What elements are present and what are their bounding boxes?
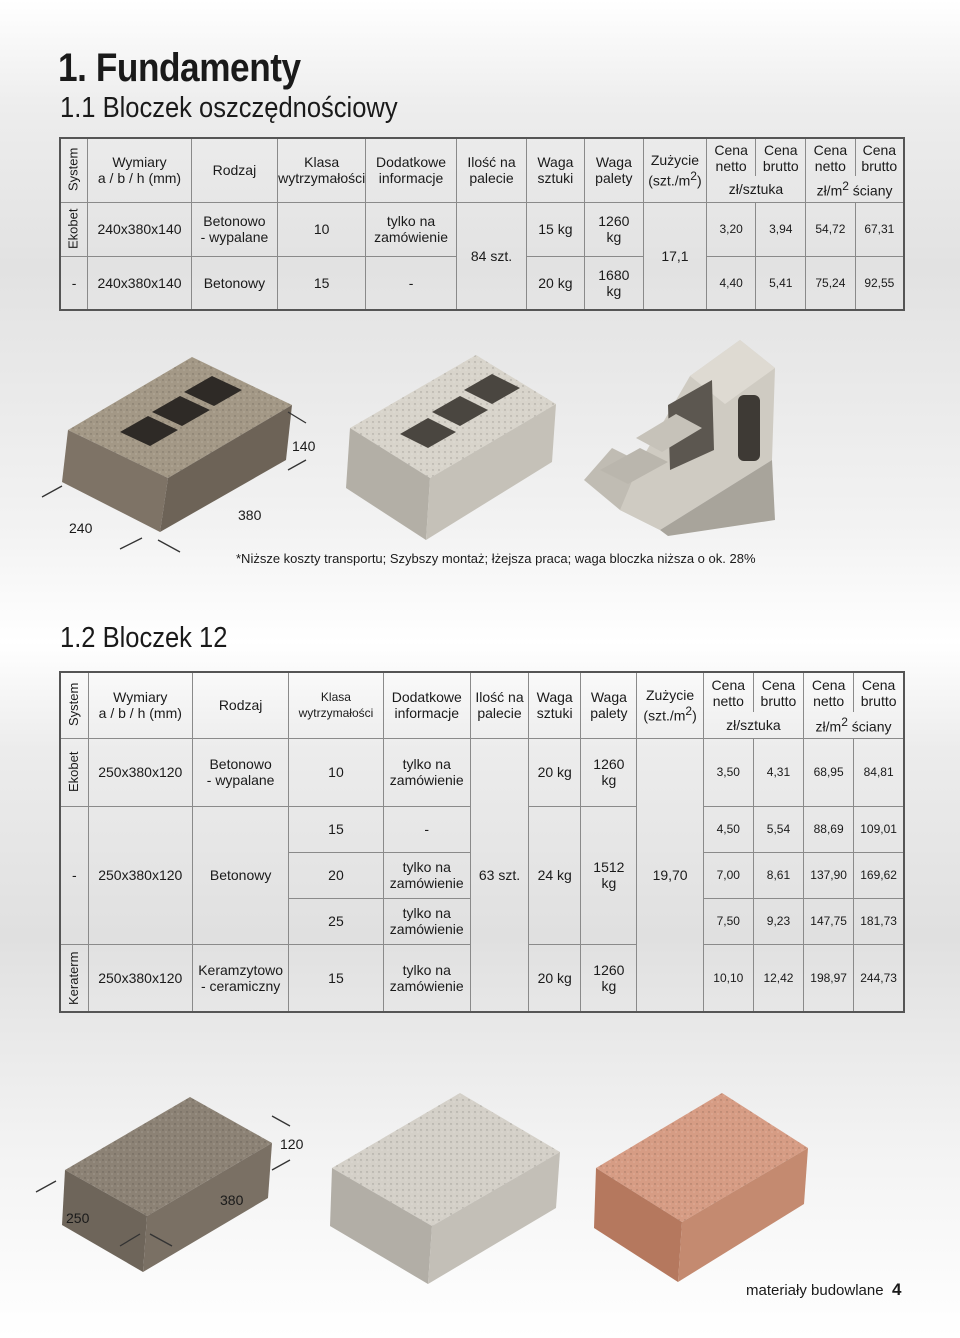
header-system: System	[60, 138, 88, 202]
footer-text: materiały budowlane	[746, 1282, 884, 1299]
cell-waga-palety: 1260 kg	[581, 944, 637, 1012]
header-cena-brutto-m2: Cena brutto	[855, 138, 904, 176]
cell-cena-netto-m2: 88,69	[804, 806, 854, 852]
solid-block-light-image	[330, 1093, 560, 1284]
dim-width-label: 250	[66, 1210, 90, 1226]
cell-waga-sztuki: 15 kg	[527, 202, 584, 256]
cell-cena-netto-szt: 10,10	[703, 944, 753, 1012]
header-wymiary: Wymiary a / b / h (mm)	[88, 672, 192, 738]
cell-klasa: 15	[278, 256, 366, 310]
cell-cena-brutto-m2: 92,55	[855, 256, 904, 310]
cell-dodatkowe: -	[366, 256, 457, 310]
cell-ilosc: 84 szt.	[456, 202, 526, 310]
header-zuzycie: Zużycie $(szt./m^2)$	[637, 672, 703, 738]
cell-system: Ekobet	[60, 738, 88, 806]
dim-height-label: 140	[292, 438, 316, 454]
cell-dodatkowe: tylko na zamówienie	[383, 852, 470, 898]
cell-dodatkowe: tylko na zamówienie	[366, 202, 457, 256]
cell-waga-palety: 1512 kg	[581, 806, 637, 944]
cell-system: Ekobet	[60, 202, 88, 256]
cell-wymiary: 240x380x140	[88, 256, 192, 310]
cell-klasa: 15	[289, 944, 383, 1012]
header-wymiary: Wymiary a / b / h (mm)	[88, 138, 192, 202]
cell-waga-sztuki: 20 kg	[529, 944, 581, 1012]
cell-cena-brutto-szt: 8,61	[753, 852, 803, 898]
cell-system: -	[60, 256, 88, 310]
header-rodzaj: Rodzaj	[191, 138, 277, 202]
page-title: 1. Fundamenty	[58, 46, 301, 90]
cell-dodatkowe: tylko na zamówienie	[383, 738, 470, 806]
header-cena-brutto-m2: Cena brutto	[854, 672, 904, 712]
cell-rodzaj: Betonowo - wypalane	[192, 738, 288, 806]
header-cena-netto-szt: Cena netto	[703, 672, 753, 712]
cell-rodzaj: Keramzytowo - ceramiczny	[192, 944, 288, 1012]
dim-height-label: 120	[280, 1136, 304, 1152]
cell-cena-brutto-m2: 244,73	[854, 944, 904, 1012]
cell-cena-netto-m2: 54,72	[806, 202, 856, 256]
table-header-row	[60, 672, 904, 712]
stepped-block-image	[584, 340, 775, 536]
cell-cena-netto-szt: 4,50	[703, 806, 753, 852]
footnote: *Niższe koszty transportu; Szybszy montaż; łżejsza praca; waga bloczka niższa o ok. 28%	[236, 551, 756, 566]
cell-cena-brutto-m2: 67,31	[855, 202, 904, 256]
cell-cena-brutto-szt: 9,23	[753, 898, 803, 944]
cell-ilosc: 63 szt.	[470, 738, 528, 1012]
hollow-block-light-image	[346, 355, 556, 540]
section1-title: 1.1 Bloczek oszczędnościowy	[60, 92, 398, 124]
cell-rodzaj: Betonowy	[191, 256, 277, 310]
table-bloczek-12	[59, 671, 905, 1013]
cell-cena-netto-m2: 147,75	[804, 898, 854, 944]
cell-rodzaj: Betonowy	[192, 806, 288, 944]
cell-cena-brutto-szt: 5,41	[756, 256, 806, 310]
cell-dodatkowe: -	[383, 806, 470, 852]
cell-waga-sztuki: 20 kg	[529, 738, 581, 806]
cell-cena-brutto-szt: 5,54	[753, 806, 803, 852]
header-rodzaj: Rodzaj	[192, 672, 288, 738]
cell-dodatkowe: tylko na zamówienie	[383, 944, 470, 1012]
section2-title: 1.2 Bloczek 12	[60, 622, 228, 654]
cell-klasa: 20	[289, 852, 383, 898]
cell-cena-brutto-szt: 4,31	[753, 738, 803, 806]
header-dodatkowe: Dodatkowe informacje	[366, 138, 457, 202]
cell-rodzaj: Betonowo - wypalane	[191, 202, 277, 256]
dim-length-label: 380	[238, 507, 262, 523]
header-cena-netto-m2: Cena netto	[806, 138, 856, 176]
cell-cena-netto-m2: 137,90	[804, 852, 854, 898]
cell-klasa: 15	[289, 806, 383, 852]
cell-wymiary: 250x380x120	[88, 738, 192, 806]
cell-cena-netto-m2: 68,95	[804, 738, 854, 806]
header-zl-sztuka: zł/sztuka	[703, 712, 803, 738]
header-zl-m2: $zł/m^2$ ściany	[804, 712, 904, 738]
cell-klasa: 10	[289, 738, 383, 806]
cell-cena-brutto-m2: 181,73	[854, 898, 904, 944]
cell-system: -	[60, 806, 88, 944]
header-zl-m2: $zł/m^2$ ściany	[806, 176, 904, 202]
cell-cena-netto-m2: 198,97	[804, 944, 854, 1012]
cell-cena-brutto-szt: 12,42	[753, 944, 803, 1012]
cell-zuzycie: 17,1	[644, 202, 707, 310]
header-system: System	[60, 672, 88, 738]
cell-system: Keraterm	[60, 944, 88, 1012]
header-waga-palety: Waga palety	[584, 138, 643, 202]
cell-cena-netto-szt: 4,40	[706, 256, 756, 310]
cell-dodatkowe: tylko na zamówienie	[383, 898, 470, 944]
header-cena-brutto-szt: Cena brutto	[753, 672, 803, 712]
cell-cena-brutto-m2: 84,81	[854, 738, 904, 806]
cell-wymiary: 250x380x120	[88, 944, 192, 1012]
header-waga-sztuki: Waga sztuki	[529, 672, 581, 738]
table-row	[60, 738, 904, 806]
header-ilosc: Ilość na palecie	[470, 672, 528, 738]
cell-klasa: 10	[278, 202, 366, 256]
cell-zuzycie: 19,70	[637, 738, 703, 1012]
header-cena-brutto-szt: Cena brutto	[756, 138, 806, 176]
cell-cena-netto-szt: 7,50	[703, 898, 753, 944]
cell-wymiary: 240x380x140	[88, 202, 192, 256]
header-dodatkowe: Dodatkowe informacje	[383, 672, 470, 738]
cell-waga-sztuki: 20 kg	[527, 256, 584, 310]
cell-cena-netto-m2: 75,24	[806, 256, 856, 310]
cell-waga-palety: 1260 kg	[584, 202, 643, 256]
cell-cena-brutto-szt: 3,94	[756, 202, 806, 256]
page-number: 4	[892, 1280, 902, 1299]
header-waga-sztuki: Waga sztuki	[527, 138, 584, 202]
cell-klasa: 25	[289, 898, 383, 944]
header-zuzycie: Zużycie $(szt./m^2)$	[644, 138, 707, 202]
cell-waga-palety: 1680 kg	[584, 256, 643, 310]
header-waga-palety: Waga palety	[581, 672, 637, 738]
cell-waga-sztuki: 24 kg	[529, 806, 581, 944]
solid-block-dark-image	[62, 1097, 272, 1272]
header-klasa: Klasa wytrzymałości	[278, 138, 366, 202]
cell-wymiary: 250x380x120	[88, 806, 192, 944]
header-zl-sztuka: zł/sztuka	[706, 176, 805, 202]
hollow-block-dark-image	[62, 357, 292, 532]
cell-cena-brutto-m2: 109,01	[854, 806, 904, 852]
cell-cena-netto-szt: 3,50	[703, 738, 753, 806]
cell-cena-netto-szt: 3,20	[706, 202, 756, 256]
header-cena-netto-szt: Cena netto	[706, 138, 756, 176]
cell-cena-brutto-m2: 169,62	[854, 852, 904, 898]
header-ilosc: Ilość na palecie	[456, 138, 526, 202]
dim-width-label: 240	[69, 520, 93, 536]
header-cena-netto-m2: Cena netto	[804, 672, 854, 712]
cell-waga-palety: 1260 kg	[581, 738, 637, 806]
header-klasa: Klasa wytrzymałości	[289, 672, 383, 738]
solid-block-red-image	[594, 1093, 808, 1282]
cell-cena-netto-szt: 7,00	[703, 852, 753, 898]
dim-length-label: 380	[220, 1192, 244, 1208]
